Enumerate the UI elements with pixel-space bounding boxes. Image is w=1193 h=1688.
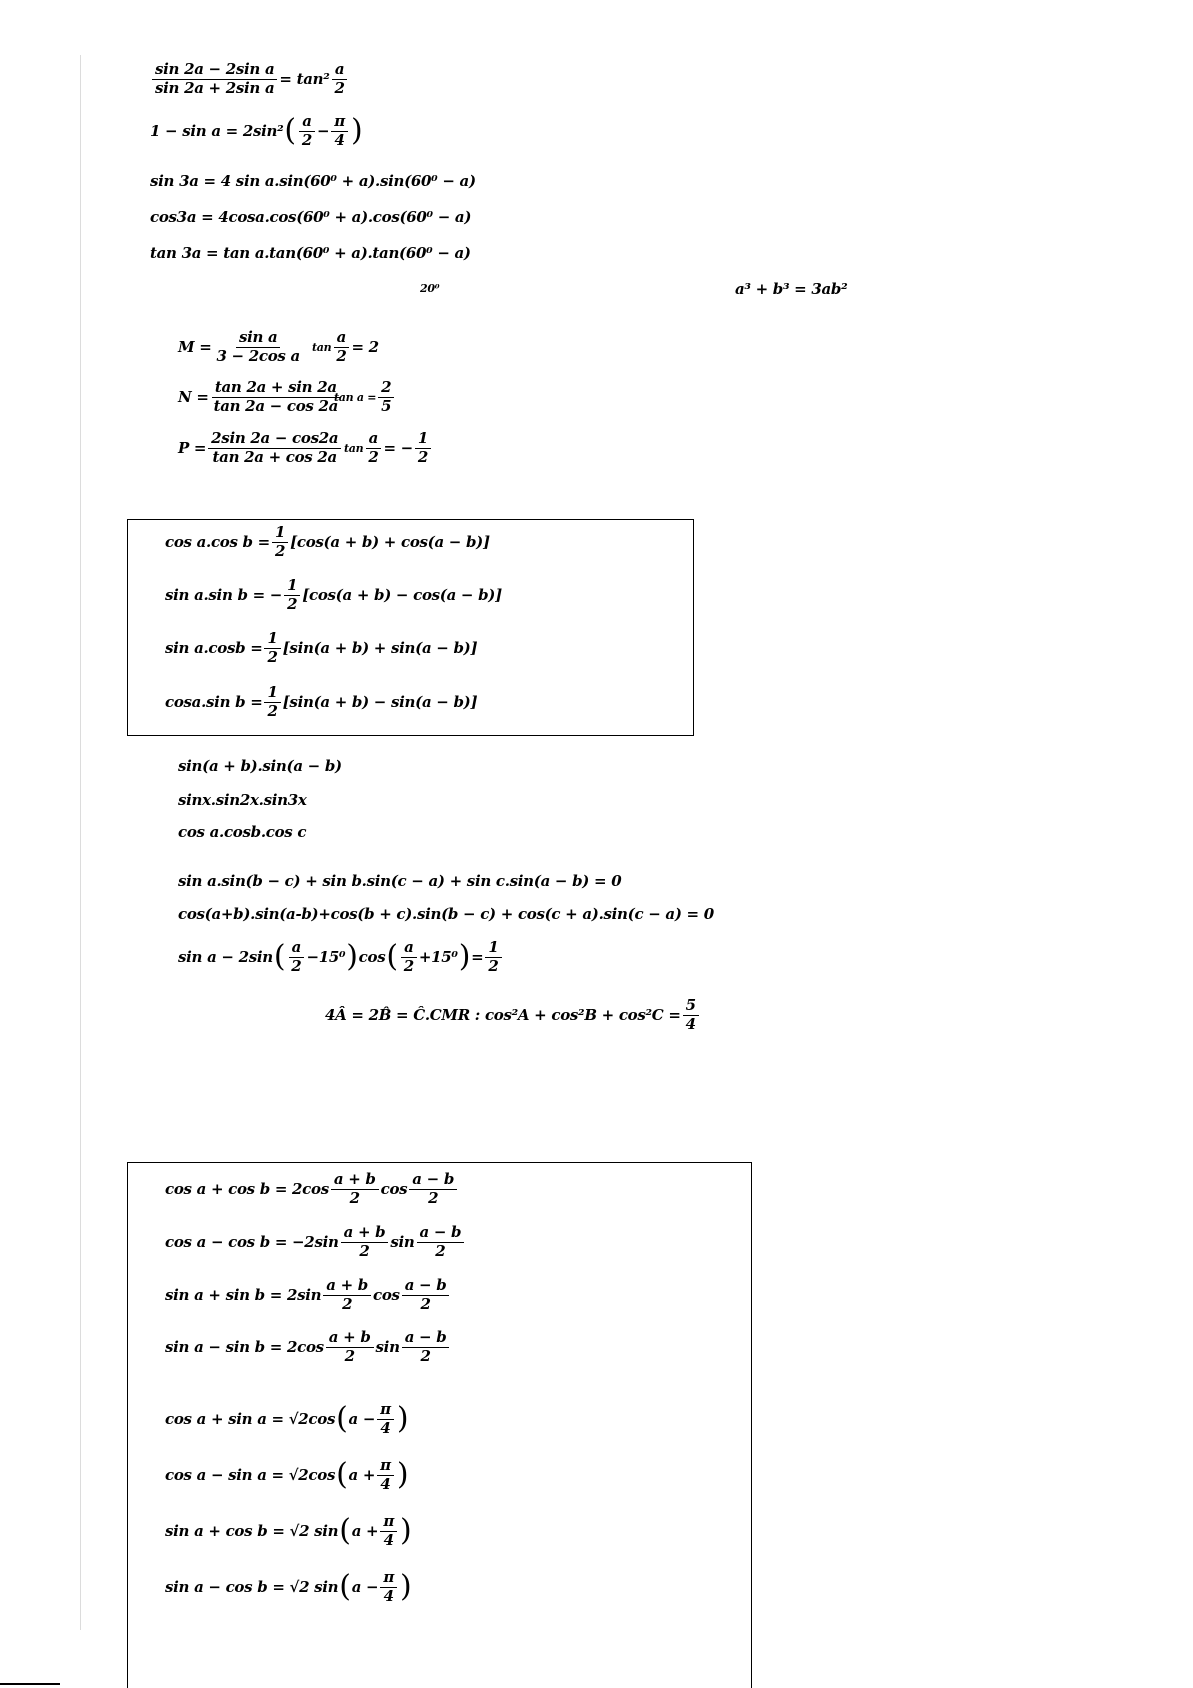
sum-to-product-sin-plus-sin: sin a + sin b = 2sin $\frac{a + b}{2}$ cos $\frac{a - b}{2}$ <box>165 1278 451 1313</box>
exercise-2: sinx.sin2x.sin3x <box>178 791 307 809</box>
exercise-5: cos(a+b).sin(a-b)+cos(b + c).sin(b − c) + cos(c + a).sin(c − a) = 0 <box>178 905 714 923</box>
identity-cos-minus-sin: cos a − sin a = √2cos ( a + $\frac{\pi}{4}$ ) <box>165 1456 409 1493</box>
identity-sin-minus-cos: sin a − cos b = √2 sin ( a − $\frac{\pi}{4}$ ) <box>165 1568 412 1605</box>
angle-20-degrees: 20⁰ <box>420 282 440 295</box>
product-to-sum-cos-sin: cosa.sin b = $\frac{1}{2}$ [sin(a + b) − sin(a − b)] <box>165 683 478 720</box>
condition-N: tan a = $\frac{2}{5}$ <box>334 380 396 415</box>
exercise-3: cos a.cosb.cos c <box>178 823 307 841</box>
formula-sin3a: sin 3a = 4 sin a.sin(60⁰ + a).sin(60⁰ − a) <box>150 172 476 190</box>
page-left-gutter-line <box>80 55 81 1630</box>
expression-M: M = $\frac{\text{sin a}}{\text{3 − 2cos a}}$ <box>178 328 300 365</box>
formula-cos3a: cos3a = 4cosa.cos(60⁰ + a).cos(60⁰ − a) <box>150 208 472 226</box>
fraction: $\frac{\text{sin 2a − 2sin a}}{\text{sin 2a + 2sin a}}$ <box>152 62 277 97</box>
product-to-sum-cos-cos: cos a.cos b = $\frac{1}{2}$ [cos(a + b) + cos(a − b)] <box>165 523 490 560</box>
expression-N: N = $\frac{\tan 2a + \sin 2a}{\tan 2a - \cos 2a}$ <box>178 378 339 415</box>
sum-to-product-sin-minus-sin: sin a − sin b = 2cos $\frac{a + b}{2}$ sin $\frac{a - b}{2}$ <box>165 1330 451 1365</box>
expression-P: P = $\frac{2\sin 2a - \cos 2a}{\tan 2a + \cos 2a}$ <box>178 431 343 466</box>
identity-sin-plus-cos: sin a + cos b = √2 sin ( a + $\frac{\pi}{4}$ ) <box>165 1512 412 1549</box>
exercise-4: sin a.sin(b − c) + sin b.sin(c − a) + sin c.sin(a − b) = 0 <box>178 872 622 890</box>
exercise-7: 4Â = 2B̂ = Ĉ.CMR : cos²A + cos²B + cos²C = $\frac{5}{4}$ <box>325 998 701 1033</box>
condition-M: tan $\frac{a}{2}$ = 2 <box>312 328 379 365</box>
bottom-edge-bar <box>0 1683 60 1685</box>
sum-to-product-cos-minus-cos: cos a − cos b = −2sin $\frac{a + b}{2}$ sin $\frac{a - b}{2}$ <box>165 1225 466 1260</box>
exercise-6: sin a − 2sin ( $\frac{a}{2}$ −15⁰ ) cos ( $\frac{a}{2}$ +15⁰ ) = $\frac{1}{2}$ <box>178 940 504 975</box>
condition-P: tan $\frac{a}{2}$ = − $\frac{1}{2}$ <box>344 431 433 466</box>
identity-cubes: a³ + b³ = 3ab² <box>735 280 848 298</box>
product-to-sum-sin-cos: sin a.cosb = $\frac{1}{2}$ [sin(a + b) + sin(a − b)] <box>165 629 478 666</box>
formula-tan-squared: $\frac{\text{sin 2a − 2sin a}}{\text{sin 2a + 2sin a}}$ = tan² $\frac{a}{2}$ <box>150 62 350 97</box>
formula-tan3a: tan 3a = tan a.tan(60⁰ + a).tan(60⁰ − a) <box>150 244 471 262</box>
sum-to-product-cos-plus-cos: cos a + cos b = 2cos $\frac{a + b}{2}$ cos $\frac{a - b}{2}$ <box>165 1172 459 1207</box>
identity-cos-plus-sin: cos a + sin a = √2cos ( a − $\frac{\pi}{4}$ ) <box>165 1400 409 1437</box>
exercise-1: sin(a + b).sin(a − b) <box>178 757 342 775</box>
product-to-sum-sin-sin: sin a.sin b = − $\frac{1}{2}$ [cos(a + b) − cos(a − b)] <box>165 576 502 613</box>
formula-one-minus-sin: 1 − sin a = 2sin² ( $\frac{a}{2}$ − $\frac{\pi}{4}$ ) <box>150 112 363 149</box>
